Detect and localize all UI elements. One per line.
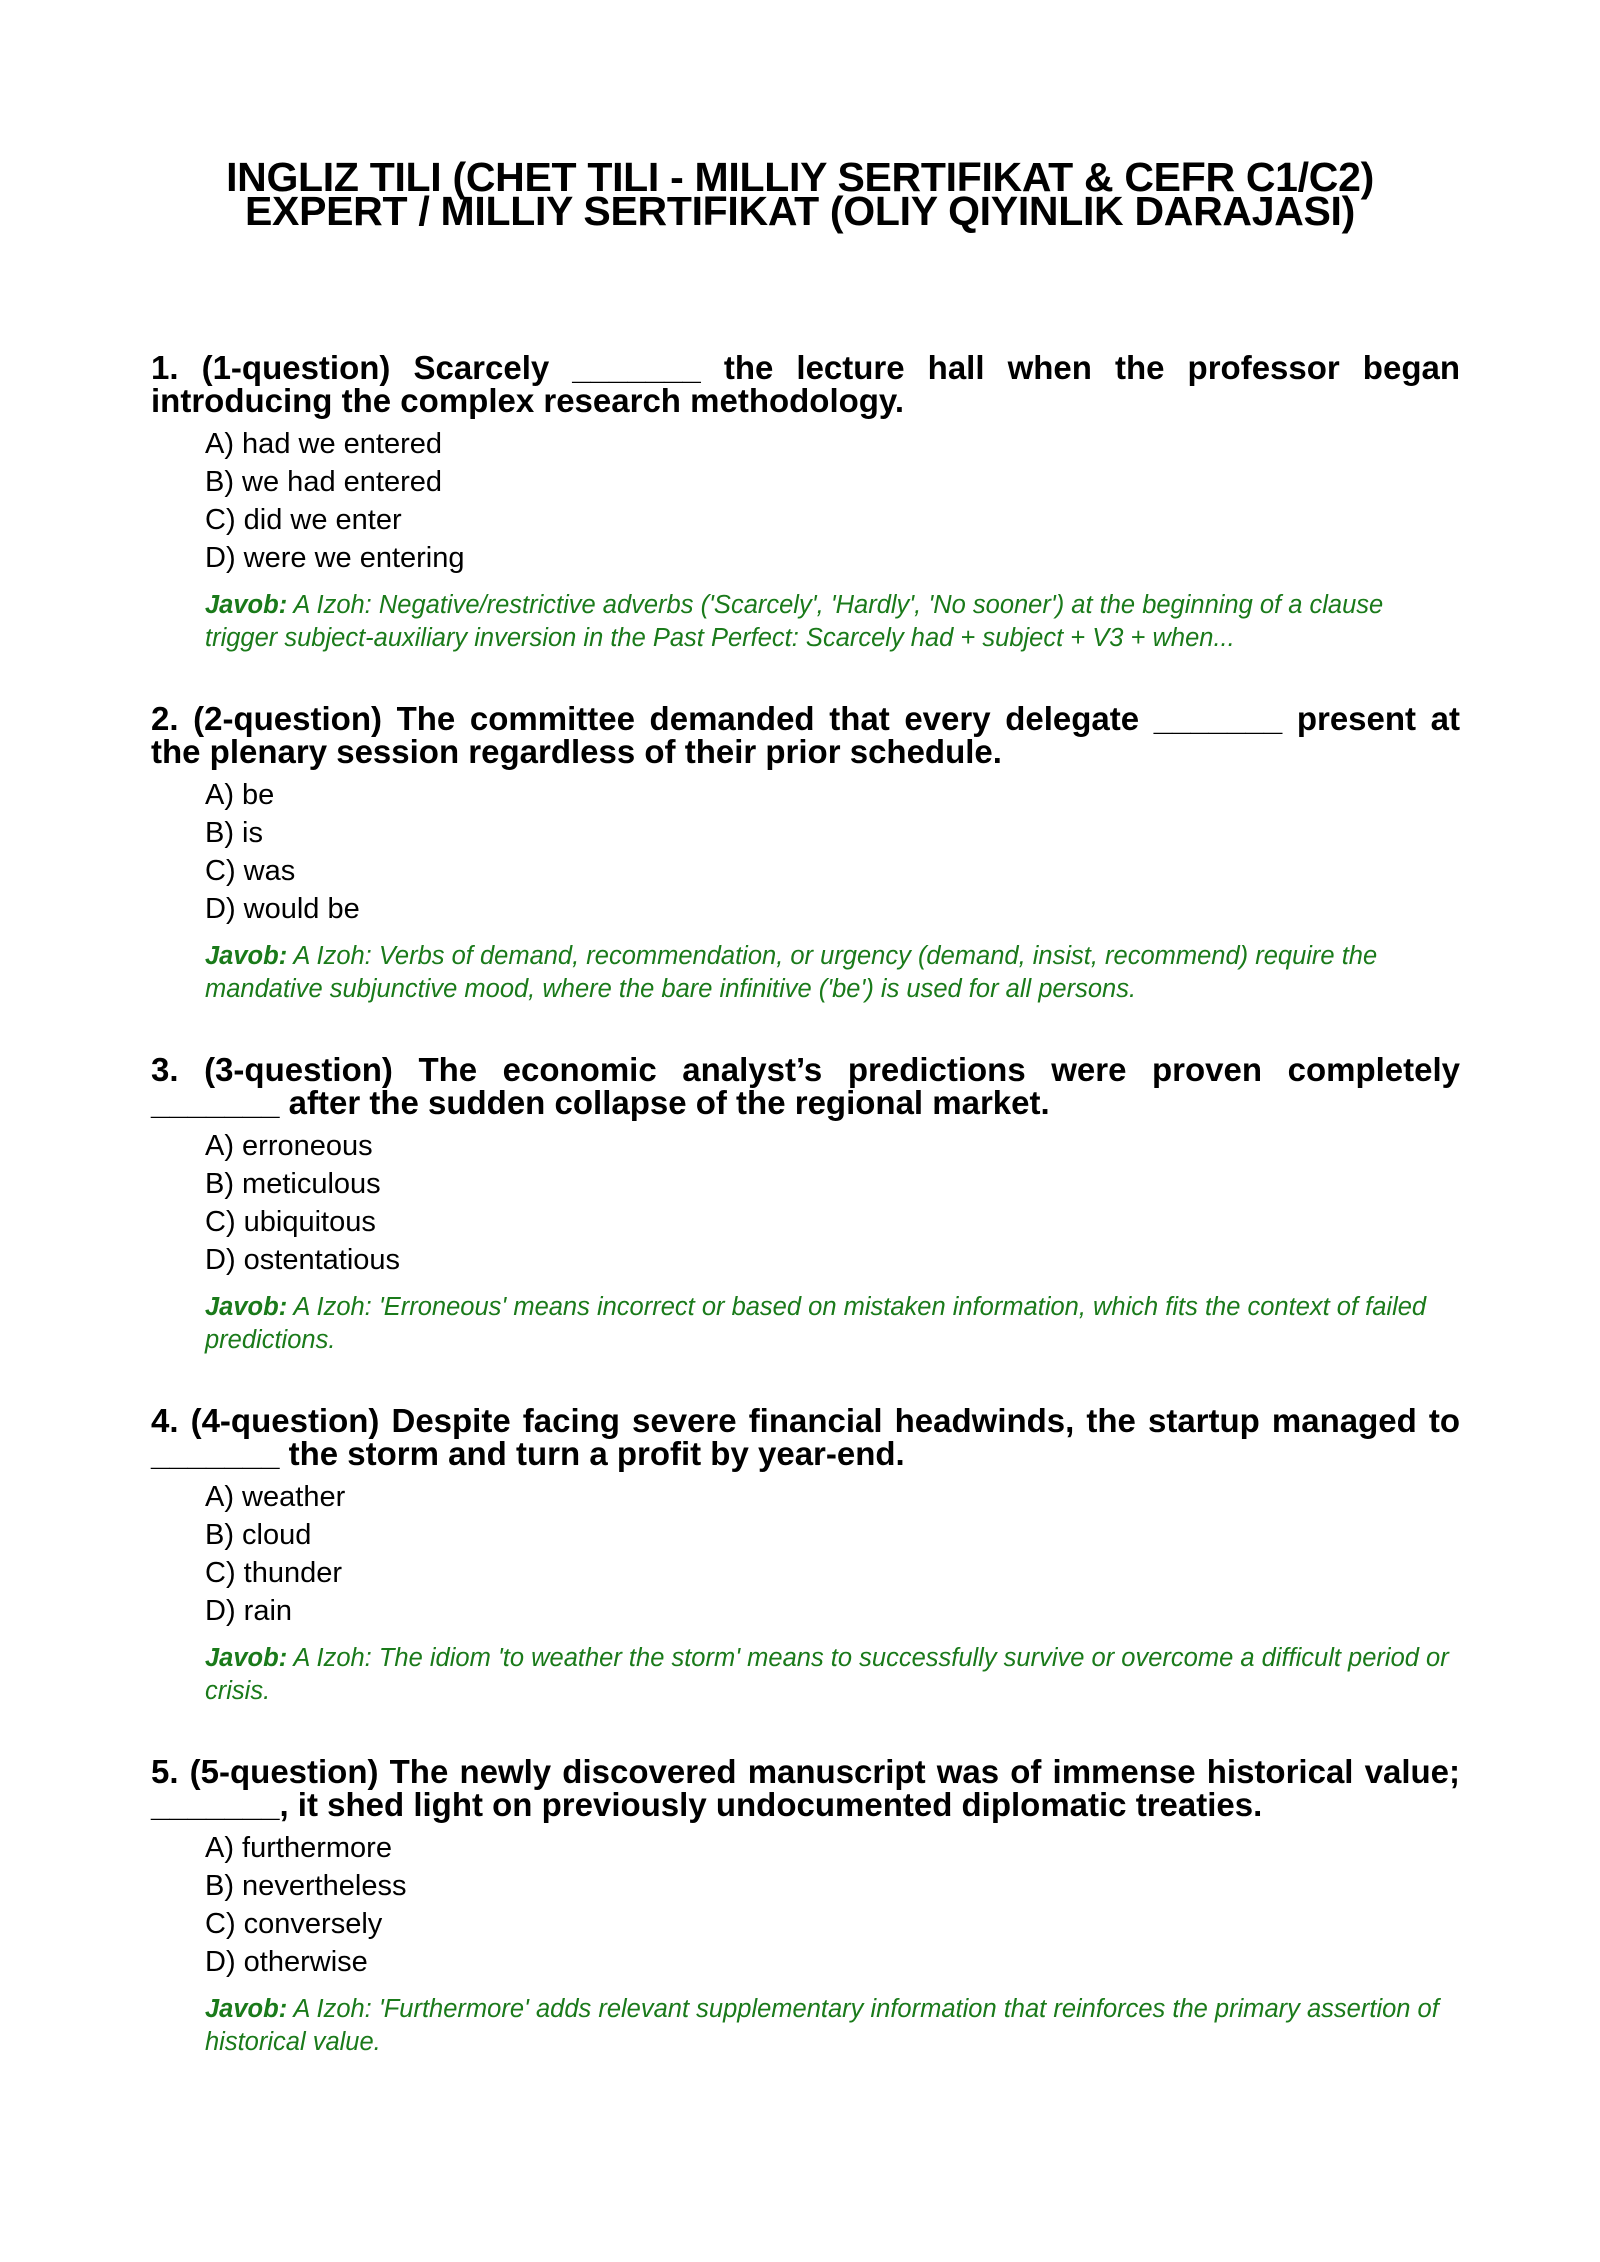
option-list xyxy=(151,425,1460,577)
question-4 xyxy=(151,1404,1460,1708)
option-d: D) ostentatious xyxy=(205,1244,401,1276)
question-list xyxy=(151,351,1460,2106)
question-1 xyxy=(151,351,1460,655)
option-a: A) be xyxy=(205,779,275,811)
answer-explanation xyxy=(151,1291,1460,1357)
title-line-1: INGLIZ TILI (CHET TILI - MILLIY SERTIFIKAT & CEFR C1/C2) xyxy=(226,154,1374,200)
option-b: B) meticulous xyxy=(205,1168,381,1200)
answer-text: A Izoh: 'Furthermore' adds relevant supplementary information that reinforces the primary assertion of historical value. xyxy=(205,1995,1439,2056)
answer-explanation xyxy=(151,1642,1460,1708)
question-5 xyxy=(151,1755,1460,2059)
answer-text: A Izoh: The idiom 'to weather the storm' means to successfully survive or overcome a difficult period or crisis. xyxy=(205,1644,1449,1705)
option-b: B) nevertheless xyxy=(205,1870,407,1902)
option-a: A) weather xyxy=(205,1481,346,1513)
option-b: B) is xyxy=(205,817,263,849)
question-text: 4. (4-question) Despite facing severe financial headwinds, the startup managed to _______ the storm and turn a profit by year-end. xyxy=(151,1402,1460,1472)
question-text: 5. (5-question) The newly discovered manuscript was of immense historical value; _______, it shed light on previously undocumented diplomatic treaties. xyxy=(151,1753,1460,1823)
answer-explanation xyxy=(151,940,1460,1006)
answer-label: Javob: xyxy=(205,1644,288,1672)
option-c: C) was xyxy=(205,855,296,887)
option-b: B) cloud xyxy=(205,1519,312,1551)
option-c: C) thunder xyxy=(205,1557,343,1589)
option-list xyxy=(151,1127,1460,1279)
question-text: 3. (3-question) The economic analyst’s predictions were proven completely _______ after the sudden collapse of the regional market. xyxy=(151,1051,1460,1121)
option-c: C) ubiquitous xyxy=(205,1206,376,1238)
option-list xyxy=(151,1478,1460,1630)
option-c: C) conversely xyxy=(205,1908,383,1940)
answer-explanation xyxy=(151,589,1460,655)
document-title xyxy=(150,154,1450,234)
answer-label: Javob: xyxy=(205,591,288,619)
option-list xyxy=(151,1829,1460,1981)
answer-text: A Izoh: Negative/restrictive adverbs ('Scarcely', 'Hardly', 'No sooner') at the beginning of a clause trigger subject-auxiliary inversion in the Past Perfect: Scarcely had + subject + V3 + when... xyxy=(205,591,1384,652)
answer-explanation xyxy=(151,1993,1460,2059)
option-d: D) would be xyxy=(205,893,360,925)
question-2 xyxy=(151,702,1460,1006)
option-list xyxy=(151,776,1460,928)
option-a: A) had we entered xyxy=(205,428,442,460)
option-d: D) otherwise xyxy=(205,1946,368,1978)
option-a: A) erroneous xyxy=(205,1130,373,1162)
option-d: D) were we entering xyxy=(205,542,465,574)
question-3 xyxy=(151,1053,1460,1357)
option-b: B) we had entered xyxy=(205,466,442,498)
question-text: 2. (2-question) The committee demanded that every delegate _______ present at the plenary session regardless of their prior schedule. xyxy=(151,700,1460,770)
answer-label: Javob: xyxy=(205,1293,288,1321)
question-text: 1. (1-question) Scarcely _______ the lecture hall when the professor began introducing the complex research methodology. xyxy=(151,349,1460,419)
option-c: C) did we enter xyxy=(205,504,402,536)
title-line-2: EXPERT / MILLIY SERTIFIKAT (OLIY QIYINLIK DARAJASI) xyxy=(245,188,1355,234)
option-a: A) furthermore xyxy=(205,1832,392,1864)
answer-text: A Izoh: Verbs of demand, recommendation, or urgency (demand, insist, recommend) require the mandative subjunctive mood, where the bare infinitive ('be') is used for all persons. xyxy=(205,942,1378,1003)
answer-label: Javob: xyxy=(205,942,288,970)
answer-text: A Izoh: 'Erroneous' means incorrect or based on mistaken information, which fits the context of failed predictions. xyxy=(205,1293,1427,1354)
option-d: D) rain xyxy=(205,1595,293,1627)
answer-label: Javob: xyxy=(205,1995,288,2023)
